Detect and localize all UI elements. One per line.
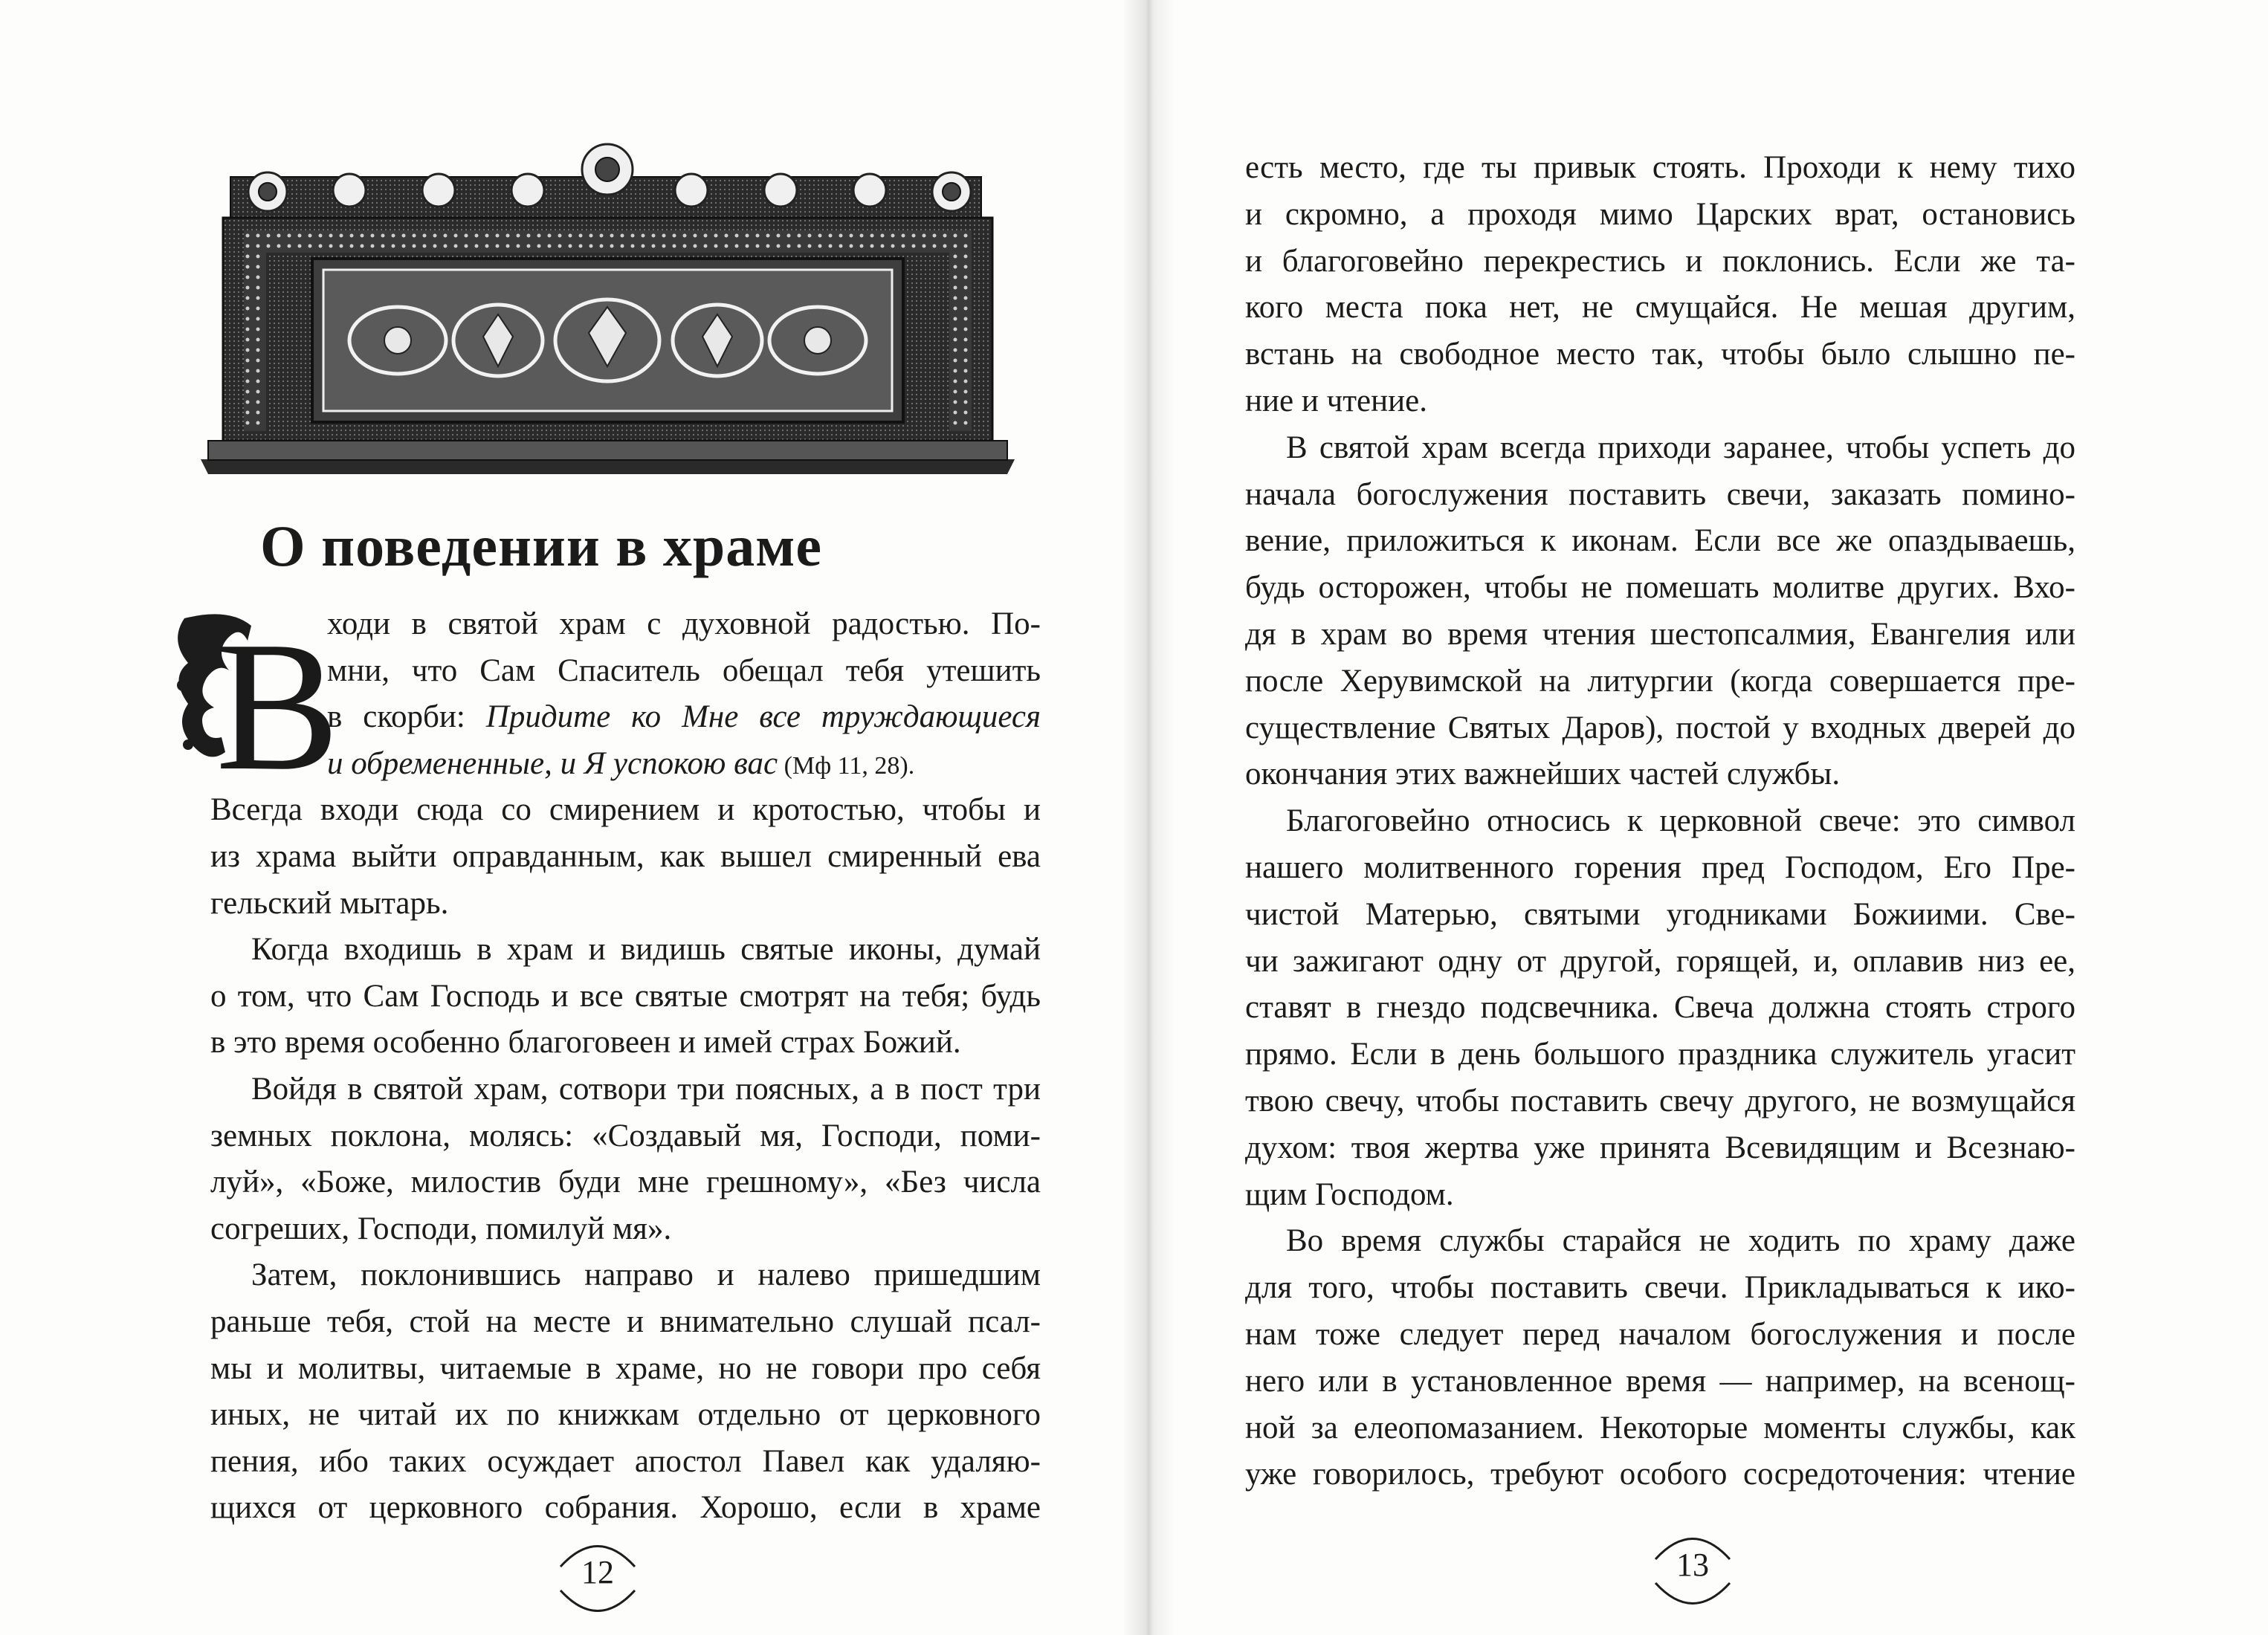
text-line: ходи в святой храм с духовной радостью. По- bbox=[327, 606, 1041, 641]
text-line: и благоговейно перекрестись и поклонись. Если же та- bbox=[1245, 243, 2075, 279]
text-line: Во время службы старайся не ходить по храму даже bbox=[1286, 1223, 2075, 1259]
text-line: в это время особенно благоговеен и имей страх Божий. bbox=[210, 1025, 961, 1061]
text-line: Благоговейно относись к церковной свече: это символ bbox=[1286, 803, 2075, 839]
text-line: гельский мытарь. bbox=[210, 885, 449, 921]
text-line: мы и молитвы, читаемые в храме, но не говори про себя bbox=[210, 1350, 1041, 1386]
text-line: прямо. Если в день большого праздника служитель угасит bbox=[1245, 1037, 2075, 1072]
text-line: и скромно, а проходя мимо Царских врат, остановись bbox=[1245, 196, 2075, 232]
drop-cap-initial bbox=[169, 596, 340, 809]
text-line: существление Святых Даров), постой у входных дверей до bbox=[1245, 710, 2075, 745]
text-line: мни, что Сам Спаситель обещал тебя утешить bbox=[327, 653, 1041, 688]
book-gutter bbox=[1122, 0, 1175, 1635]
text-line: согреших, Господи, помилуй мя». bbox=[210, 1211, 672, 1246]
text-line: о том, что Сам Господь и все святые смотрят на тебя; будь bbox=[210, 978, 1041, 1014]
text-line: окончания этих важнейших частей службы. bbox=[1245, 757, 1841, 792]
page-number-left: 12 bbox=[581, 1554, 614, 1590]
text-line: нашего молитвенного горения пред Господом, Его Пре- bbox=[1245, 850, 2075, 885]
text-line: из храма выйти оправданным, как вышел смиренный ева bbox=[210, 839, 1041, 874]
text-line: в скорби: Придите ко Мне все труждающиеся bbox=[327, 699, 1041, 735]
text-line: будь осторожен, чтобы не помешать молитве других. Вхо- bbox=[1245, 570, 2075, 606]
page-number-right: 13 bbox=[1676, 1547, 1709, 1583]
text-line: начала богослужения поставить свечи, заказать помино- bbox=[1245, 476, 2075, 512]
text-line: чи зажигают одну от другой, горящей, и, оплавив низ ее, bbox=[1245, 943, 2075, 979]
text-line: Всегда входи сюда со смирением и кротостью, чтобы и bbox=[210, 792, 1041, 828]
text-line: него или в установленное время — например, на всенощ- bbox=[1245, 1363, 2075, 1399]
drop-cap-letter: В bbox=[216, 603, 340, 809]
text-line: есть место, где ты привык стоять. Проходи к нему тихо bbox=[1245, 150, 2075, 185]
right-page bbox=[1141, 0, 2268, 1635]
text-line: Затем, поклонившись направо и налево пришедшим bbox=[251, 1257, 1041, 1293]
text-line: духом: твоя жертва уже принята Всевидящим и Всезнаю- bbox=[1245, 1130, 2075, 1165]
text-line: пения, ибо таких осуждает апостол Павел как удаляю- bbox=[210, 1443, 1041, 1479]
text-line: В святой храм всегда приходи заранее, чтобы успеть до bbox=[1286, 430, 2075, 465]
text-line: твою свечу, чтобы поставить свечу другого, не возмущайся bbox=[1245, 1084, 2075, 1118]
text-line: для того, чтобы поставить свечи. Прикладываться к ико- bbox=[1245, 1270, 2075, 1306]
text-line: иных, не читай их по книжкам отдельно от церковного bbox=[210, 1397, 1041, 1433]
text-line: нам тоже следует перед началом богослужения и после bbox=[1245, 1317, 2075, 1352]
text-line: уже говорилось, требуют особого сосредоточения: чтение bbox=[1245, 1457, 2075, 1492]
text-line: луй», «Боже, милостив буди мне грешному», «Без числа bbox=[210, 1165, 1041, 1200]
text-line: Войдя в святой храм, сотвори три поясных, а в пост три bbox=[251, 1072, 1041, 1107]
text-line: после Херувимской на литургии (когда совершается пре- bbox=[1245, 663, 2075, 699]
text-line: Когда входишь в храм и видишь святые иконы, думай bbox=[251, 932, 1041, 968]
text-line: щихся от церковного собрания. Хорошо, если в храме bbox=[210, 1490, 1041, 1526]
text-line: ной за елеопомазанием. Некоторые моменты службы, как bbox=[1245, 1410, 2075, 1445]
text-line: кого места пока нет, не смущайся. Не мешая другим, bbox=[1245, 290, 2075, 326]
text-line: раньше тебя, стой на месте и внимательно слушай псал- bbox=[210, 1304, 1041, 1339]
text-line: ние и чтение. bbox=[1245, 383, 1427, 418]
chapter-title: О поведении в храме bbox=[260, 514, 823, 578]
text-line: вение, приложиться к иконам. Если все же опаздываешь, bbox=[1245, 523, 2075, 559]
text-line: ставят в гнездо подсвечника. Свеча должна стоять строго bbox=[1245, 990, 2075, 1026]
text-line: чистой Матерью, святыми угодниками Божиими. Све- bbox=[1245, 896, 2075, 932]
ornamental-headpiece bbox=[201, 147, 1015, 482]
text-line: и обремененные, и Я успокою вас (Мф 11, 28). bbox=[327, 745, 915, 781]
text-line: встань на свободное место так, чтобы было слышно пе- bbox=[1245, 337, 2075, 372]
text-line: земных поклона, молясь: «Создавый мя, Господи, поми- bbox=[210, 1118, 1041, 1153]
text-line: щим Господом. bbox=[1245, 1176, 1454, 1212]
text-line: дя в храм во время чтения шестопсалмия, Евангелия или bbox=[1245, 617, 2075, 652]
